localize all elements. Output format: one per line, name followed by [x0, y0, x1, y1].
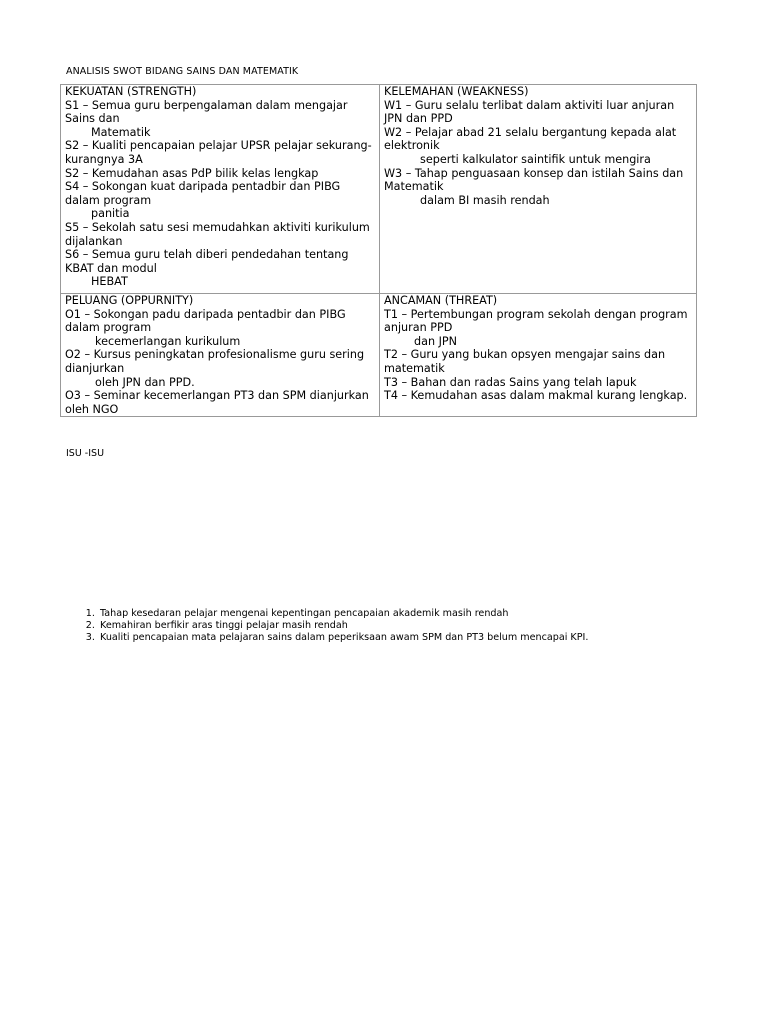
opportunity-o1-cont: kecemerlangan kurikulum [95, 334, 241, 348]
threat-cell [380, 294, 697, 417]
swot-table [60, 84, 697, 417]
weakness-header: KELEMAHAN (WEAKNESS) [384, 85, 529, 98]
opportunity-o2: O2 – Kursus peningkatan profesionalisme guru sering dianjurkan [65, 348, 365, 375]
issues-list [66, 608, 738, 645]
strength-s1-cont: Matematik [91, 125, 151, 139]
threat-header: ANCAMAN (THREAT) [384, 294, 498, 307]
weakness-w3: W3 – Tahap penguasaan konsep dan istilah Sains dan Matematik [384, 166, 684, 194]
strength-s6-cont: HEBAT [91, 275, 128, 289]
list-item: 3. Kualiti pencapaian mata pelajaran sains dalam peperiksaan awam SPM dan PT3 belum mencapai KPI. [98, 632, 738, 644]
weakness-w2: W2 – Pelajar abad 21 selalu bergantung kepada alat elektronik [384, 125, 677, 153]
threat-t3: T3 – Bahan dan radas Sains yang telah lapuk [384, 375, 637, 389]
list-item: 1. Tahap kesedaran pelajar mengenai kepentingan pencapaian akademik masih rendah [98, 608, 738, 620]
list-item: 2. Kemahiran berfikir aras tinggi pelajar masih rendah [98, 620, 738, 632]
weakness-w1: W1 – Guru selalu terlibat dalam aktiviti luar anjuran JPN dan PPD [384, 98, 675, 126]
document-title: ANALISIS SWOT BIDANG SAINS DAN MATEMATIK [66, 66, 299, 77]
strength-s6: S6 – Semua guru telah diberi pendedahan tentang KBAT dan modul [65, 248, 349, 275]
threat-t2: T2 – Guru yang bukan opsyen mengajar sains dan matematik [384, 348, 666, 375]
opportunity-o2-cont: oleh JPN dan PPD. [95, 375, 195, 389]
opportunity-cell [61, 294, 380, 417]
opportunity-o1: O1 – Sokongan padu daripada pentadbir dan PIBG dalam program [65, 307, 346, 335]
strength-s2: S2 – Kualiti pencapaian pelajar UPSR pelajar sekurang-kurangnya 3A [65, 139, 372, 166]
weakness-cell [380, 85, 697, 294]
strength-s5: S5 – Sekolah satu sesi memudahkan aktiviti kurikulum dijalankan [65, 220, 370, 248]
issues-heading: ISU -ISU [66, 448, 105, 459]
swot-row-internal [61, 85, 697, 294]
threat-t1: T1 – Pertembungan program sekolah dengan program anjuran PPD [384, 307, 688, 335]
opportunity-o3: O3 – Seminar kecemerlangan PT3 dan SPM dianjurkan oleh NGO [65, 389, 369, 416]
weakness-w2-cont: seperti kalkulator saintifik untuk mengira [420, 152, 651, 166]
strength-s4: S4 – Sokongan kuat daripada pentadbir dan PIBG dalam program [65, 180, 341, 207]
strength-s1: S1 – Semua guru berpengalaman dalam mengajar Sains dan [65, 98, 348, 126]
strength-s4-cont: panitia [91, 207, 130, 221]
threat-t1-cont: dan JPN [414, 334, 458, 348]
weakness-w3-cont: dalam BI masih rendah [420, 193, 550, 207]
strength-s2b: S2 – Kemudahan asas PdP bilik kelas lengkap [65, 166, 319, 180]
threat-t4: T4 – Kemudahan asas dalam makmal kurang lengkap. [384, 389, 688, 403]
swot-row-external [61, 294, 697, 417]
opportunity-header: PELUANG (OPPURNITY) [65, 294, 194, 307]
strength-header: KEKUATAN (STRENGTH) [65, 85, 197, 98]
strength-cell [61, 85, 380, 294]
